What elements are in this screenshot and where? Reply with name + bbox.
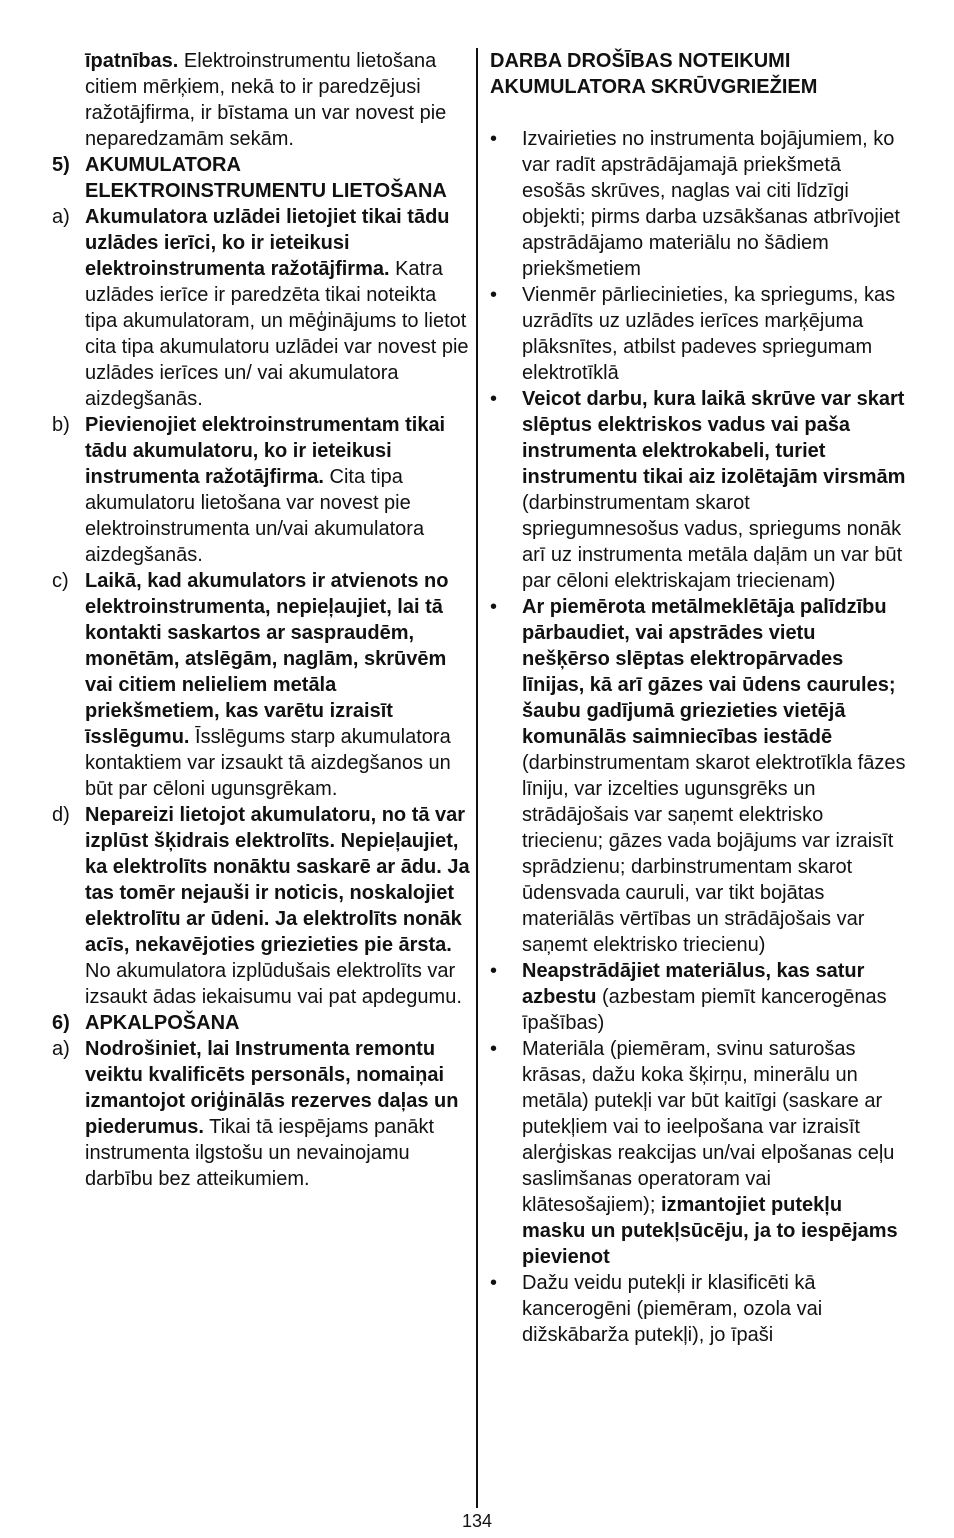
bullet-text: Dažu veidu putekļi ir klasificēti kā kancerogēni (piemēram, ozola vai dižskābarža putekļi), jo īpaši	[522, 1272, 823, 1346]
item-text: No akumulatora izplūdušais elektrolīts var izsaukt ādas iekaisumu vai pat apdegumu.	[85, 960, 462, 1008]
item-text: Cita tipa akumulatoru lietošana var novest pie elektroinstrumenta un/vai akumulatora aizdegšanās.	[85, 466, 425, 566]
bullet-text: (darbinstrumentam skarot elektrotīkla fāzes līniju, var izcelties ugunsgrēks un strādājošais var saņemt elektrisko triecienu; gāzes vada bojājums var izraisīt sprādzienu; darbinstrumentam skarot ūdensvada cauruli, var tikt bojātas materiālās vērtības un strādājošais var saņemt elektrisko triecienu)	[522, 752, 906, 956]
column-divider	[476, 48, 478, 1508]
bullet-icon: •	[490, 388, 498, 410]
right-column	[490, 48, 908, 1348]
bullet-item	[490, 126, 908, 282]
bullet-item	[490, 958, 908, 1036]
section-number: 5)	[52, 154, 70, 176]
bullet-item	[490, 386, 908, 594]
bullet-bold-text: Neapstrādājiet materiālus, kas satur azbestu	[522, 960, 865, 1008]
bullet-icon: •	[490, 1038, 498, 1060]
list-item	[52, 1036, 470, 1192]
item-marker: a)	[52, 1038, 70, 1060]
list-item	[52, 204, 470, 412]
bullet-text: (darbinstrumentam skarot spriegumnesošus vadus, spriegums nonāk arī uz instrumenta metāla daļām un var būt par cēloni elektriskajam triecienam)	[522, 492, 903, 592]
item-marker: a)	[52, 206, 70, 228]
bullet-icon: •	[490, 596, 498, 618]
bullet-item	[490, 1270, 908, 1348]
bullet-icon: •	[490, 1272, 498, 1294]
bullet-text: Materiāla (piemēram, svinu saturošas krāsas, dažu koka šķirņu, minerālu un metāla) putekļi var būt kaitīgi (saskare ar putekļiem vai to ieelpošana var izraisīt alerģiskas reakcijas un/vai elpošanas ceļu saslimšanas operatoram vai klātesošajiem);	[522, 1038, 895, 1216]
left-column	[52, 48, 470, 1192]
intro-bold: īpatnības.	[85, 50, 179, 72]
bullet-icon: •	[490, 284, 498, 306]
item-bold-text: Nodrošiniet, lai Instrumenta remontu veiktu kvalificēts personāls, nomaiņai izmantojot oriģinālās rezerves daļas un piederumus.	[85, 1038, 459, 1138]
item-marker: b)	[52, 414, 70, 436]
section-6-items	[52, 1036, 470, 1192]
item-marker: d)	[52, 804, 70, 826]
list-item	[52, 412, 470, 568]
bullet-text: (azbestam piemīt kancerogēnas īpašības)	[522, 986, 887, 1034]
safety-bullet-list	[490, 126, 908, 1348]
bullet-icon: •	[490, 128, 498, 150]
intro-text: Elektroinstrumentu lietošana citiem mērķiem, nekā to ir paredzējusi ražotājfirma, ir bīstama un var novest pie neparedzamām sekām.	[85, 50, 447, 150]
bullet-item	[490, 594, 908, 958]
bullet-text: Izvairieties no instrumenta bojājumiem, ko var radīt apstrādājamajā priekšmetā esošās skrūves, naglas vai citi līdzīgi objekti; pirms darba uzsākšanas atbrīvojiet apstrādājamo materiālu no šādiem priekšmetiem	[522, 128, 900, 280]
bullet-item	[490, 1036, 908, 1270]
item-bold-text: Laikā, kad akumulators ir atvienots no elektroinstrumenta, nepieļaujiet, lai tā kontakti saskartos ar saspraudēm, monētām, atslēgām, naglām, skrūvēm vai citiem nelieliem metāla priekšmetiem, kas varētu izraisīt īsslēgumu.	[85, 570, 449, 748]
section-5-heading	[52, 152, 470, 204]
item-bold-text: Akumulatora uzlādei lietojiet tikai tādu uzlādes ierīci, ko ir ieteikusi elektroinstrumenta ražotājfirma.	[85, 206, 450, 280]
section-title: APKALPOŠANA	[85, 1012, 240, 1034]
section-number: 6)	[52, 1012, 70, 1034]
section-title: AKUMULATORA ELEKTROINSTRUMENTU LIETOŠANA	[85, 154, 447, 202]
item-marker: c)	[52, 570, 69, 592]
bullet-icon: •	[490, 960, 498, 982]
bullet-bold-text: Veicot darbu, kura laikā skrūve var skart slēptus elektriskos vadus vai paša instrumenta elektrokabeli, turiet instrumentu tikai aiz izolētajām virsmām	[522, 388, 906, 488]
item-text: Katra uzlādes ierīce ir paredzēta tikai noteikta tipa akumulatoram, un mēģinājums to lietot cita tipa akumulatoru uzlādei var novest pie uzlādes ierīces un/ vai akumulatora aizdegšanās.	[85, 258, 469, 410]
section-5-items	[52, 204, 470, 1010]
item-bold-text: Pievienojiet elektroinstrumentam tikai tādu akumulatoru, ko ir ieteikusi instrumenta ražotājfirma.	[85, 414, 446, 488]
item-bold-text: Nepareizi lietojot akumulatoru, no tā var izplūst šķidrais elektrolīts. Nepieļaujiet, ka elektrolīts nonāktu saskarē ar ādu. Ja tas tomēr nejauši ir noticis, noskalojiet elektrolītu ar ūdeni. Ja elektrolīts nonāk acīs, nekavējoties griezieties pie ārsta.	[85, 804, 470, 956]
bullet-bold-text-2: izmantojiet putekļu masku un putekļsūcēju, ja to iespējams pievienot	[522, 1194, 898, 1268]
item-text: Tikai tā iespējams panākt instrumenta ilgstošu un nevainojamu darbību bez atteikumiem.	[85, 1116, 435, 1190]
safety-heading: DARBA DROŠĪBAS NOTEIKUMI AKUMULATORA SKRŪVGRIEŽIEM	[490, 50, 818, 98]
page-number: 134	[461, 1511, 493, 1531]
section-6-heading	[52, 1010, 470, 1036]
bullet-text: Vienmēr pārliecinieties, ka spriegums, kas uzrādīts uz uzlādes ierīces marķējuma plāksnītes, atbilst padeves spriegumam elektrotīklā	[522, 284, 896, 384]
list-item	[52, 802, 470, 1010]
item-text: Īsslēgums starp akumulatora kontaktiem var izsaukt tā aizdegšanos un būt par cēloni ugunsgrēkam.	[85, 726, 451, 800]
list-item	[52, 568, 470, 802]
bullet-item	[490, 282, 908, 386]
bullet-bold-text: Ar piemērota metālmeklētāja palīdzību pārbaudiet, vai apstrādes vietu nešķērso slēptas elektropārvades līnijas, kā arī gāzes vai ūdens caurules; šaubu gadījumā griezieties vietējā komunālās saimniecības iestādē	[522, 596, 896, 748]
intro-paragraph	[52, 48, 470, 152]
